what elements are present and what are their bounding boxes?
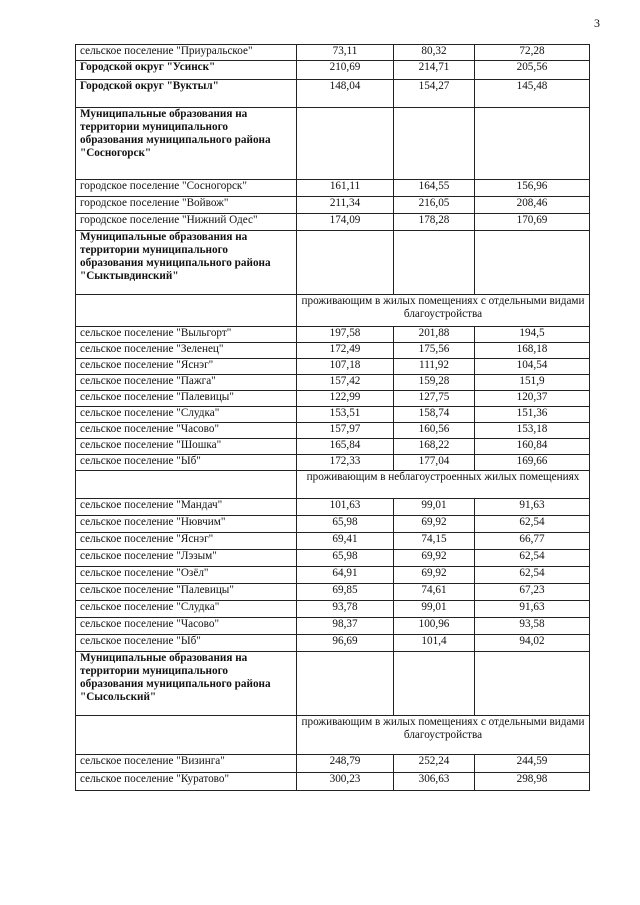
value-cell: 157,42 (297, 375, 394, 391)
value-cell: 252,24 (394, 755, 475, 773)
value-cell: 161,11 (297, 180, 394, 197)
value-cell: 69,92 (394, 550, 475, 567)
value-cell: 62,54 (475, 516, 590, 533)
table-row (76, 45, 590, 61)
table-row (76, 391, 590, 407)
value-cell: 159,28 (394, 375, 475, 391)
value-cell: 65,98 (297, 550, 394, 567)
section-heading: Муниципальные образования на территории муниципального образования муниципального района "Сысольский" (76, 652, 297, 716)
value-cell: 69,92 (394, 516, 475, 533)
value-cell: 91,63 (475, 499, 590, 516)
value-cell: 99,01 (394, 601, 475, 618)
table-row (76, 499, 590, 516)
value-cell: 107,18 (297, 359, 394, 375)
table-row (76, 80, 590, 108)
table-row (76, 375, 590, 391)
value-cell: 216,05 (394, 197, 475, 214)
value-cell: 93,58 (475, 618, 590, 635)
table-row (76, 618, 590, 635)
empty-cell (76, 716, 297, 755)
empty-cell (475, 108, 590, 180)
subsection-caption: проживающим в неблагоустроенных жилых помещениях (297, 471, 590, 499)
value-cell: 80,32 (394, 45, 475, 61)
settlement-name-cell: сельское поселение "Ыб" (76, 455, 297, 471)
table-row (76, 533, 590, 550)
value-cell: 65,98 (297, 516, 394, 533)
table-row (76, 343, 590, 359)
settlement-name-cell: сельское поселение "Куратово" (76, 773, 297, 791)
table-row (76, 423, 590, 439)
value-cell: 194,5 (475, 327, 590, 343)
settlement-name-cell: городское поселение "Войвож" (76, 197, 297, 214)
table-row (76, 327, 590, 343)
empty-cell (394, 231, 475, 295)
settlement-name-cell: сельское поселение "Зеленец" (76, 343, 297, 359)
empty-cell (297, 108, 394, 180)
value-cell: 151,9 (475, 375, 590, 391)
settlement-name-cell: сельское поселение "Яснэг" (76, 359, 297, 375)
table-row (76, 601, 590, 618)
subsection-caption: проживающим в жилых помещениях с отдельными видами благоустройства (297, 716, 590, 755)
value-cell: 91,63 (475, 601, 590, 618)
subsection-caption-row (76, 716, 590, 755)
value-cell: 72,28 (475, 45, 590, 61)
table-row (76, 516, 590, 533)
table-row (76, 359, 590, 375)
value-cell: 170,69 (475, 214, 590, 231)
value-cell: 168,18 (475, 343, 590, 359)
page-number: 3 (594, 16, 600, 30)
empty-cell (297, 652, 394, 716)
subsection-caption: проживающим в жилых помещениях с отдельными видами благоустройства (297, 295, 590, 327)
section-heading: Муниципальные образования на территории муниципального образования муниципального района "Сыктывдинский" (76, 231, 297, 295)
value-cell: 157,97 (297, 423, 394, 439)
value-cell: 211,34 (297, 197, 394, 214)
value-cell: 160,84 (475, 439, 590, 455)
value-cell: 248,79 (297, 755, 394, 773)
table-row (76, 61, 590, 80)
empty-cell (475, 652, 590, 716)
settlement-name-cell: сельское поселение "Палевицы" (76, 391, 297, 407)
settlement-name-cell: сельское поселение "Выльгорт" (76, 327, 297, 343)
section-heading-row (76, 231, 590, 295)
table-row (76, 180, 590, 197)
value-cell: 175,56 (394, 343, 475, 359)
value-cell: 94,02 (475, 635, 590, 652)
settlement-name-cell: сельское поселение "Ыб" (76, 635, 297, 652)
value-cell: 62,54 (475, 550, 590, 567)
settlement-name-cell: городское поселение "Нижний Одес" (76, 214, 297, 231)
value-cell: 168,22 (394, 439, 475, 455)
settlement-name-cell: сельское поселение "Визинга" (76, 755, 297, 773)
value-cell: 174,09 (297, 214, 394, 231)
value-cell: 244,59 (475, 755, 590, 773)
tariff-table-body (76, 45, 590, 791)
settlement-name-cell: сельское поселение "Слудка" (76, 407, 297, 423)
value-cell: 66,77 (475, 533, 590, 550)
section-heading-row (76, 108, 590, 180)
settlement-name-cell: сельское поселение "Приуральское" (76, 45, 297, 61)
value-cell: 73,11 (297, 45, 394, 61)
subsection-caption-row (76, 471, 590, 499)
value-cell: 172,33 (297, 455, 394, 471)
settlement-name-cell: сельское поселение "Слудка" (76, 601, 297, 618)
settlement-name-cell: сельское поселение "Пажга" (76, 375, 297, 391)
section-heading: Муниципальные образования на территории муниципального образования муниципального района "Сосногорск" (76, 108, 297, 180)
empty-cell (76, 471, 297, 499)
subsection-caption-row (76, 295, 590, 327)
value-cell: 151,36 (475, 407, 590, 423)
table-row (76, 773, 590, 791)
empty-cell (297, 231, 394, 295)
value-cell: 104,54 (475, 359, 590, 375)
table-row (76, 455, 590, 471)
value-cell: 177,04 (394, 455, 475, 471)
empty-cell (394, 108, 475, 180)
empty-cell (475, 231, 590, 295)
value-cell: 64,91 (297, 567, 394, 584)
value-cell: 145,48 (475, 80, 590, 108)
value-cell: 101,4 (394, 635, 475, 652)
settlement-name-cell: сельское поселение "Озёл" (76, 567, 297, 584)
value-cell: 300,23 (297, 773, 394, 791)
value-cell: 122,99 (297, 391, 394, 407)
tariff-table (75, 44, 590, 791)
value-cell: 169,66 (475, 455, 590, 471)
table-row (76, 584, 590, 601)
value-cell: 205,56 (475, 61, 590, 80)
empty-cell (394, 652, 475, 716)
value-cell: 214,71 (394, 61, 475, 80)
value-cell: 153,18 (475, 423, 590, 439)
value-cell: 96,69 (297, 635, 394, 652)
table-row (76, 439, 590, 455)
table-row (76, 214, 590, 231)
table-row (76, 197, 590, 214)
value-cell: 158,74 (394, 407, 475, 423)
value-cell: 111,92 (394, 359, 475, 375)
settlement-name-cell: сельское поселение "Лэзым" (76, 550, 297, 567)
table-row (76, 635, 590, 652)
value-cell: 210,69 (297, 61, 394, 80)
value-cell: 67,23 (475, 584, 590, 601)
settlement-name-cell: городское поселение "Сосногорск" (76, 180, 297, 197)
value-cell: 208,46 (475, 197, 590, 214)
value-cell: 127,75 (394, 391, 475, 407)
value-cell: 100,96 (394, 618, 475, 635)
value-cell: 201,88 (394, 327, 475, 343)
value-cell: 101,63 (297, 499, 394, 516)
settlement-name-cell: сельское поселение "Мандач" (76, 499, 297, 516)
value-cell: 153,51 (297, 407, 394, 423)
value-cell: 165,84 (297, 439, 394, 455)
value-cell: 93,78 (297, 601, 394, 618)
value-cell: 69,41 (297, 533, 394, 550)
value-cell: 74,61 (394, 584, 475, 601)
settlement-name-cell: сельское поселение "Палевицы" (76, 584, 297, 601)
section-heading-row (76, 652, 590, 716)
value-cell: 298,98 (475, 773, 590, 791)
settlement-name-cell: сельское поселение "Яснэг" (76, 533, 297, 550)
settlement-name-cell: сельское поселение "Часово" (76, 423, 297, 439)
value-cell: 62,54 (475, 567, 590, 584)
value-cell: 98,37 (297, 618, 394, 635)
empty-cell (76, 295, 297, 327)
value-cell: 160,56 (394, 423, 475, 439)
value-cell: 306,63 (394, 773, 475, 791)
value-cell: 74,15 (394, 533, 475, 550)
settlement-name-cell: Городской округ "Усинск" (76, 61, 297, 80)
value-cell: 156,96 (475, 180, 590, 197)
table-row (76, 567, 590, 584)
value-cell: 154,27 (394, 80, 475, 108)
value-cell: 120,37 (475, 391, 590, 407)
table-row (76, 407, 590, 423)
table-row (76, 755, 590, 773)
value-cell: 69,92 (394, 567, 475, 584)
value-cell: 69,85 (297, 584, 394, 601)
value-cell: 178,28 (394, 214, 475, 231)
settlement-name-cell: сельское поселение "Часово" (76, 618, 297, 635)
table-row (76, 550, 590, 567)
settlement-name-cell: Городской округ "Вуктыл" (76, 80, 297, 108)
settlement-name-cell: сельское поселение "Нювчим" (76, 516, 297, 533)
value-cell: 197,58 (297, 327, 394, 343)
settlement-name-cell: сельское поселение "Шошка" (76, 439, 297, 455)
value-cell: 99,01 (394, 499, 475, 516)
value-cell: 172,49 (297, 343, 394, 359)
value-cell: 164,55 (394, 180, 475, 197)
value-cell: 148,04 (297, 80, 394, 108)
